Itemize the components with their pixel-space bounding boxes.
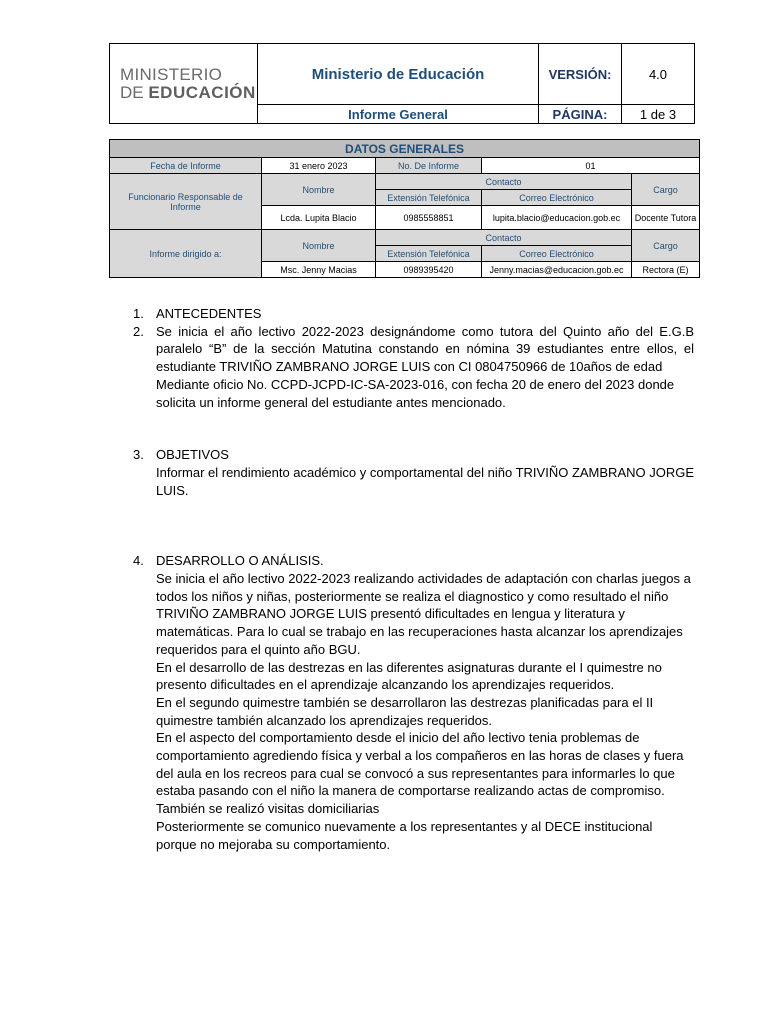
paragraph: Mediante oficio No. CCPD-JCPD-IC-SA-2023-016, con fecha 20 de enero del 2023 donde solicita un informe general del estudiante antes mencionado. bbox=[156, 376, 675, 410]
dirigido-nombre: Msc. Jenny Macias bbox=[262, 262, 376, 278]
version-value: 4.0 bbox=[622, 44, 695, 105]
page-label: PÁGINA: bbox=[539, 105, 622, 124]
logo-line1: MINISTERIO bbox=[120, 64, 223, 84]
paragraph: Informar el rendimiento académico y comportamental del niño TRIVIÑO ZAMBRANO JORGE LUIS. bbox=[156, 464, 695, 498]
ministry-logo bbox=[120, 66, 257, 102]
logo-line2: DE EDUCACIÓN bbox=[120, 82, 256, 102]
funcionario-nombre-header: Nombre bbox=[262, 174, 376, 206]
datos-generales-table bbox=[109, 139, 700, 278]
paragraph: Se inicia el año lectivo 2022-2023 designándome como tutora del Quinto año del E.G.B paralelo “B” de la sección Matutina constando en nómina 39 estudiantes entre ellos, el estudiante TRIVIÑO ZAMBRANO JORGE LUIS con CI 0804750966 de 10años de edad bbox=[156, 323, 694, 375]
paragraph: En el desarrollo de las destrezas en las diferentes asignaturas durante el I quimestre no presento dificultades en el aprendizaje alcanzando los aprendizajes requeridos. bbox=[156, 659, 662, 693]
section-objetivos bbox=[133, 446, 694, 499]
dirigido-correo-header: Correo Electrónico bbox=[482, 246, 632, 262]
report-body bbox=[133, 305, 694, 853]
dirigido-extension-header: Extensión Telefónica bbox=[376, 246, 482, 262]
document-title: Ministerio de Educación bbox=[258, 44, 539, 105]
dirigido-cargo-header: Cargo bbox=[632, 230, 700, 262]
fecha-label: Fecha de Informe bbox=[110, 158, 262, 174]
section-title: DESARROLLO O ANÁLISIS. bbox=[156, 553, 324, 569]
section-number: 2. bbox=[133, 323, 144, 339]
section-number: 1. bbox=[133, 306, 144, 321]
document-subtitle: Informe General bbox=[258, 105, 539, 124]
funcionario-extension-header: Extensión Telefónica bbox=[376, 190, 482, 206]
dirigido-cargo: Rectora (E) bbox=[632, 262, 700, 278]
paragraph: En el segundo quimestre también se desarrollaron las destrezas planificadas para el II quimestre también alcanzado los aprendizajes requeridos. bbox=[156, 694, 654, 728]
funcionario-label: Funcionario Responsable de Informe bbox=[110, 174, 262, 230]
section-number: 3. bbox=[133, 447, 144, 463]
dirigido-correo: Jenny.macias@educacion.gob.ec bbox=[482, 262, 632, 278]
funcionario-correo-header: Correo Electrónico bbox=[482, 190, 632, 206]
funcionario-cargo-header: Cargo bbox=[632, 174, 700, 206]
paragraph: En el aspecto del comportamiento desde el inicio del año lectivo tenia problemas de comportamiento agrediendo física y verbal a los compañeros en las horas de clases y fuera del aula en los recreos para cual se convocó a sus representantes para informarles lo que estaba pasando con el niño la manera de comportarse realizando actas de compromiso. bbox=[156, 730, 684, 799]
document-header bbox=[109, 43, 695, 124]
section-inicio bbox=[133, 323, 694, 412]
paragraph: Posteriormente se comunico nuevamente a los representantes y al DECE institucional porque no mejoraba su comportamiento. bbox=[156, 818, 653, 852]
paragraph: También se realizó visitas domiciliarias bbox=[156, 801, 380, 817]
page-value: 1 de 3 bbox=[622, 105, 695, 124]
numero-value: 01 bbox=[482, 158, 700, 174]
section-title: OBJETIVOS bbox=[156, 447, 229, 463]
section-title: ANTECEDENTES bbox=[156, 306, 262, 321]
funcionario-cargo: Docente Tutora bbox=[632, 206, 700, 230]
funcionario-extension: 0985558851 bbox=[376, 206, 482, 230]
dirigido-extension: 0989395420 bbox=[376, 262, 482, 278]
logo-cell bbox=[110, 44, 258, 124]
section-number: 4. bbox=[133, 553, 144, 569]
dirigido-nombre-header: Nombre bbox=[262, 230, 376, 262]
section-desarrollo bbox=[133, 552, 694, 853]
fecha-value: 31 enero 2023 bbox=[262, 158, 376, 174]
funcionario-contacto-header: Contacto bbox=[376, 174, 632, 190]
datos-title: DATOS GENERALES bbox=[110, 140, 700, 158]
dirigido-contacto-header: Contacto bbox=[376, 230, 632, 246]
paragraph: Se inicia el año lectivo 2022-2023 realizando actividades de adaptación con charlas juegos a todos los niños y niñas, posteriormente se realiza el diagnostico y como resultado el niño TRIVIÑO ZAMBRANO JORGE LUIS presentó dificultades en lengua y literatura y matemáticas. Para lo cual se trabajo en las recuperaciones hasta alcanzar los aprendizajes requeridos para el quinto año BGU. bbox=[156, 571, 691, 657]
numero-label: No. De Informe bbox=[376, 158, 482, 174]
funcionario-correo: lupita.blacio@educacion.gob.ec bbox=[482, 206, 632, 230]
dirigido-label: Informe dirigido a: bbox=[110, 230, 262, 278]
section-antecedentes bbox=[133, 305, 694, 323]
version-label: VERSIÓN: bbox=[539, 44, 622, 105]
funcionario-nombre: Lcda. Lupita Blacio bbox=[262, 206, 376, 230]
